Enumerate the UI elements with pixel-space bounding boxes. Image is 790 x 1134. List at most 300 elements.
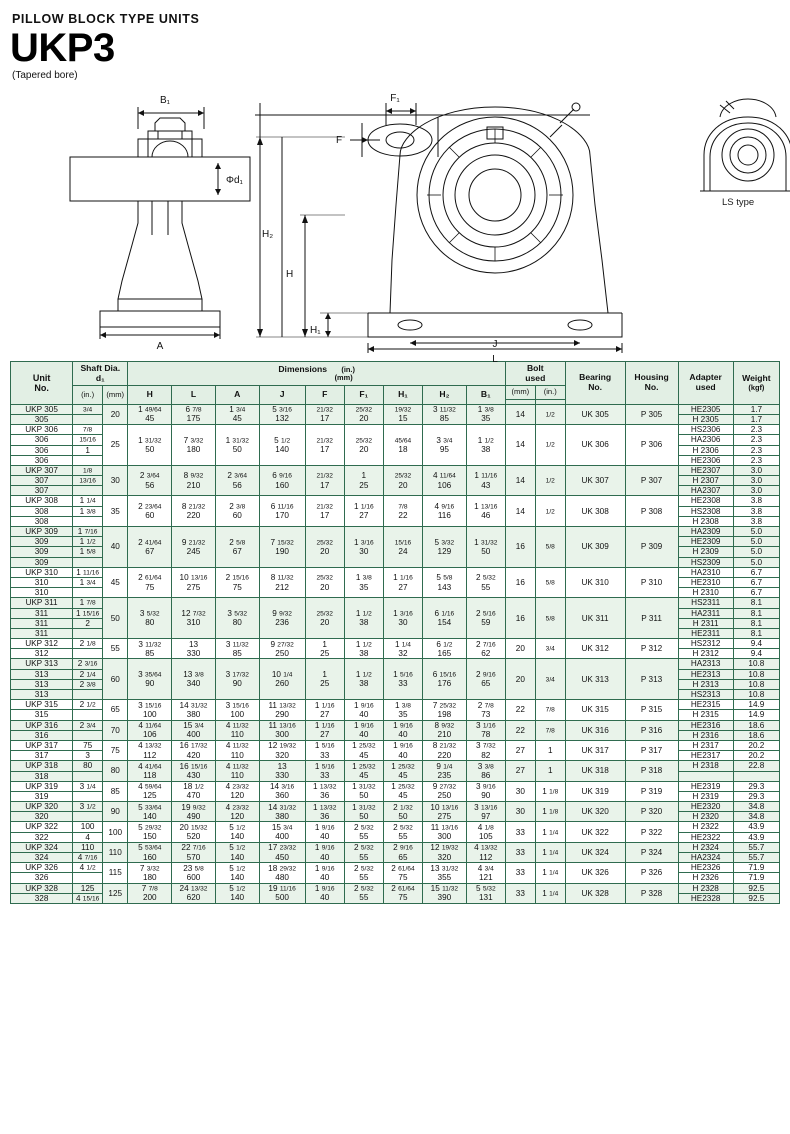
table-row [11,700,780,710]
cell-adapter-used: HA2306 [678,435,733,445]
cell-dim-A: 2 3/8 60 [215,496,259,527]
cell-dim-A: 4 11/32 110 [215,761,259,781]
cell-bolt-mm: 27 [505,761,535,781]
cell-bolt-mm: 20 [505,659,535,700]
table-row [11,465,780,475]
cell-unit-no: UKP 320 [11,802,73,812]
cell-weight: 3.0 [733,465,779,475]
cell-unit-no: 319 [11,791,73,801]
label-B1: B₁ [159,95,171,106]
cell-unit-no: UKP 322 [11,822,73,832]
cell-dim-H1: 15/16 24 [383,527,422,568]
cell-dim-H: 2 3/64 56 [128,465,172,496]
cell-adapter-used: H 2313 [678,679,733,689]
cell-shaft-dia-in: 13/16 [73,476,103,486]
cell-dim-H1: 1 9/16 40 [383,720,422,740]
cell-dim-F: 1 9/16 40 [305,863,344,883]
cell-bolt-in: 1 1/8 [535,802,565,822]
cell-dim-H1: 1 3/16 30 [383,598,422,639]
cell-housing-no: P 319 [625,781,678,801]
cell-weight: 55.7 [733,842,779,852]
cell-adapter-used: HA2307 [678,486,733,496]
cell-adapter-used: HS2311 [678,598,733,608]
cell-housing-no: P 322 [625,822,678,842]
cell-dim-H2: 15 11/32 390 [423,883,467,903]
cell-dim-F: 1 13/32 36 [305,802,344,822]
cell-adapter-used: H 2320 [678,812,733,822]
cell-dim-L: 18 1/2 470 [172,781,216,801]
cell-dim-H: 3 35/64 90 [128,659,172,700]
cell-weight: 3.8 [733,506,779,516]
cell-dim-H1: 7/8 22 [383,496,422,527]
cell-dim-H2: 9 27/32 250 [423,781,467,801]
cell-adapter-used: HS2313 [678,690,733,700]
cell-housing-no: P 316 [625,720,678,740]
cell-dim-A: 4 11/32 110 [215,740,259,760]
cell-bolt-mm: 33 [505,842,535,862]
cell-dim-L: 9 21/32 245 [172,527,216,568]
cell-adapter-used: HE2328 [678,893,733,903]
cell-dim-J: 19 11/16 500 [259,883,305,903]
cell-dim-B1: 2 5/16 59 [466,598,505,639]
cell-dim-H1: 1 25/32 45 [383,761,422,781]
cell-weight: 92.5 [733,883,779,893]
table-row [11,781,780,791]
cell-dim-A: 5 1/2 140 [215,842,259,862]
cell-dim-H: 4 11/64 106 [128,720,172,740]
cell-unit-no: 306 [11,455,73,465]
cell-adapter-used: H 2312 [678,649,733,659]
cell-dim-J: 6 11/16 170 [259,496,305,527]
cell-dim-H2: 6 1/16 154 [423,598,467,639]
cell-dim-A: 4 11/32 110 [215,720,259,740]
cell-dim-B1: 1 31/32 50 [466,527,505,568]
cell-shaft-dia-in: 4 15/16 [73,893,103,903]
cell-dim-H: 1 49/64 45 [128,404,172,424]
cell-unit-no: UKP 317 [11,740,73,750]
th-bearing-line1: Bearing [579,372,612,383]
cell-dim-H2: 8 9/32 210 [423,720,467,740]
cell-dim-F: 1 9/16 40 [305,883,344,903]
cell-shaft-dia-in: 2 3/16 [73,659,103,669]
cell-housing-no: P 318 [625,761,678,781]
cell-shaft-dia-in: 4 7/16 [73,853,103,863]
cell-shaft-dia-mm: 100 [103,822,128,842]
label-H1: H₁ [310,325,321,336]
th-dimensions [128,362,505,386]
cell-dim-H2: 7 25/32 198 [423,700,467,720]
cell-dim-F1: 1 3/16 30 [344,527,383,568]
cell-dim-H: 5 29/32 150 [128,822,172,842]
cell-bearing-no: UK 319 [565,781,625,801]
cell-weight: 10.8 [733,679,779,689]
cell-dim-B1: 3 7/32 82 [466,740,505,760]
th-bearing-line2: No. [588,381,603,392]
table-row [11,842,780,852]
cell-unit-no: 311 [11,628,73,638]
cell-adapter-used [678,771,733,781]
cell-dim-F: 1 5/16 33 [305,740,344,760]
cell-dim-H2: 8 21/32 220 [423,740,467,760]
cell-bearing-no: UK 306 [565,425,625,466]
cell-shaft-dia-mm: 45 [103,567,128,598]
cell-dim-A: 3 5/32 80 [215,598,259,639]
th-dim-L: L [172,386,216,405]
cell-shaft-dia-in: 3 1/4 [73,781,103,791]
cell-dim-J: 5 1/2 140 [259,425,305,466]
cell-weight: 3.8 [733,516,779,526]
cell-dim-H2: 6 1/2 165 [423,639,467,659]
cell-housing-no: P 320 [625,802,678,822]
cell-dim-H2: 5 3/32 129 [423,527,467,568]
cell-dim-L: 13 3/8 340 [172,659,216,700]
cell-shaft-dia-in: 4 [73,832,103,842]
table-row [11,496,780,506]
cell-housing-no: P 312 [625,639,678,659]
cell-bearing-no: UK 328 [565,883,625,903]
cell-housing-no: P 313 [625,659,678,700]
cell-dim-F1: 25/32 20 [344,404,383,424]
cell-weight: 2.3 [733,445,779,455]
page-subtitle: PILLOW BLOCK TYPE UNITS [12,12,200,26]
cell-dim-H2: 3 11/32 85 [423,404,467,424]
cell-bearing-no: UK 313 [565,659,625,700]
cell-adapter-used: H 2318 [678,761,733,771]
cell-shaft-dia-in [73,771,103,781]
cell-unit-no: 315 [11,710,73,720]
cell-bolt-mm: 16 [505,598,535,639]
cell-adapter-used: HE2316 [678,720,733,730]
label-L: L [492,354,498,363]
cell-adapter-used: HS2312 [678,639,733,649]
cell-weight: 6.7 [733,577,779,587]
cell-shaft-dia-mm: 55 [103,639,128,659]
technical-drawings [10,85,780,363]
cell-bearing-no: UK 312 [565,639,625,659]
table-row [11,404,780,414]
cell-weight: 5.0 [733,547,779,557]
th-housing-line1: Housing [634,372,669,383]
cell-shaft-dia-in: 4 1/2 [73,863,103,873]
cell-adapter-used: H 2311 [678,618,733,628]
cell-shaft-dia-in: 1 7/8 [73,598,103,608]
cell-shaft-dia-mm: 20 [103,404,128,424]
cell-dim-A: 1 31/32 50 [215,425,259,466]
cell-dim-F1: 1 25/32 45 [344,740,383,760]
cell-adapter-used: HE2322 [678,832,733,842]
cell-weight: 5.0 [733,557,779,567]
cell-dim-F1: 1 9/16 40 [344,720,383,740]
cell-dim-J: 18 29/32 480 [259,863,305,883]
cell-shaft-dia-in: 1 1/2 [73,537,103,547]
th-shaft-mm: (mm) [103,386,128,405]
cell-dim-F1: 1 25/32 45 [344,761,383,781]
table-row [11,740,780,750]
cell-shaft-dia-in: 110 [73,842,103,852]
cell-dim-F: 21/32 17 [305,496,344,527]
cell-dim-F1: 1 1/2 38 [344,659,383,700]
cell-dim-B1: 4 13/32 112 [466,842,505,862]
label-H: H [286,269,294,280]
th-adapter-line1: Adapter [689,372,722,383]
cell-unit-no: UKP 310 [11,567,73,577]
cell-shaft-dia-mm: 50 [103,598,128,639]
cell-shaft-dia-in: 1 3/8 [73,506,103,516]
cell-adapter-used: HE2306 [678,455,733,465]
table-row [11,639,780,649]
cell-dim-J: 7 15/32 190 [259,527,305,568]
cell-dim-A: 1 3/4 45 [215,404,259,424]
cell-weight: 34.8 [733,812,779,822]
cell-adapter-used: HE2313 [678,669,733,679]
cell-shaft-dia-in: 2 1/4 [73,669,103,679]
cell-weight: 20.2 [733,751,779,761]
cell-unit-no: 318 [11,771,73,781]
cell-dim-L: 24 13/32 620 [172,883,216,903]
label-F: F [336,135,343,146]
front-view-drawing [250,85,630,350]
cell-dim-F1: 2 5/32 55 [344,842,383,862]
cell-dim-H2: 10 13/16 275 [423,802,467,822]
cell-dim-J: 5 3/16 132 [259,404,305,424]
cell-bearing-no: UK 322 [565,822,625,842]
cell-shaft-dia-in: 2 [73,618,103,628]
cell-dim-B1: 2 7/8 73 [466,700,505,720]
cell-weight: 5.0 [733,527,779,537]
cell-unit-no: UKP 309 [11,527,73,537]
cell-bearing-no: UK 324 [565,842,625,862]
cell-shaft-dia-in: 1 7/16 [73,527,103,537]
cell-dim-H1: 25/32 20 [383,465,422,496]
cell-weight: 8.1 [733,608,779,618]
cell-bolt-in: 1 [535,761,565,781]
cell-unit-no: UKP 319 [11,781,73,791]
cell-dim-H: 2 41/64 67 [128,527,172,568]
cell-unit-no: UKP 328 [11,883,73,893]
th-weight-line1: Weight [742,372,771,383]
cell-dim-H1: 2 61/64 75 [383,883,422,903]
label-J: J [492,339,498,350]
cell-dim-B1: 1 1/2 38 [466,425,505,466]
cell-dim-A: 5 1/2 140 [215,863,259,883]
cell-shaft-dia-in: 1 [73,445,103,455]
cell-unit-no: 311 [11,618,73,628]
cell-dim-F: 1 1/16 27 [305,700,344,720]
cell-dim-H: 4 13/32 112 [128,740,172,760]
cell-shaft-dia-in: 1/8 [73,465,103,475]
cell-housing-no: P 324 [625,842,678,862]
cell-bolt-mm: 27 [505,740,535,760]
cell-dim-B1: 3 3/8 86 [466,761,505,781]
cell-housing-no: P 326 [625,863,678,883]
cell-adapter-used: HA2309 [678,527,733,537]
cell-unit-no: 308 [11,516,73,526]
th-weight [733,362,779,405]
cell-unit-no: 310 [11,577,73,587]
cell-unit-no: UKP 307 [11,465,73,475]
cell-weight: 1.7 [733,404,779,414]
cell-weight: 10.8 [733,690,779,700]
cell-dim-F1: 25/32 20 [344,425,383,466]
cell-adapter-used: H 2315 [678,710,733,720]
cell-shaft-dia-in: 3/4 [73,404,103,414]
th-unit-no [11,362,73,405]
cell-weight: 2.3 [733,435,779,445]
cell-dim-A: 5 1/2 140 [215,883,259,903]
cell-adapter-used: HS2306 [678,425,733,435]
cell-housing-no: P 317 [625,740,678,760]
cell-shaft-dia-in: 1 15/16 [73,608,103,618]
cell-dim-H: 3 5/32 80 [128,598,172,639]
cell-adapter-used: HA2311 [678,608,733,618]
cell-unit-no: 320 [11,812,73,822]
cell-weight: 9.4 [733,639,779,649]
cell-shaft-dia-in: 3 [73,751,103,761]
cell-dim-H: 1 31/32 50 [128,425,172,466]
cell-bearing-no: UK 315 [565,700,625,720]
cell-bolt-in: 5/8 [535,527,565,568]
cell-dim-H: 2 61/64 75 [128,567,172,598]
th-dim-F: F [305,386,344,405]
side-view-drawing [60,85,260,350]
overall-length-dimension [250,343,630,363]
th-dim-A: A [215,386,259,405]
cell-shaft-dia-in: 1 3/4 [73,577,103,587]
cell-weight: 29.3 [733,791,779,801]
cell-bolt-in: 3/4 [535,659,565,700]
th-housing-line2: No. [644,381,659,392]
table-row [11,863,780,873]
cell-unit-no: 311 [11,608,73,618]
cell-unit-no: 309 [11,547,73,557]
cell-shaft-dia-mm: 125 [103,883,128,903]
th-dim-H2: H₂ [423,386,467,405]
cell-shaft-dia-in [73,557,103,567]
cell-dim-H1: 2 9/16 65 [383,842,422,862]
cell-dim-H: 3 15/16 100 [128,700,172,720]
cell-weight: 71.9 [733,873,779,883]
cell-shaft-dia-in: 7/8 [73,425,103,435]
cell-dim-J: 9 27/32 250 [259,639,305,659]
cell-dim-F1: 1 1/2 38 [344,639,383,659]
cell-dim-J: 17 23/32 450 [259,842,305,862]
th-dimensions-label: Dimensions [278,363,328,374]
table-row [11,822,780,832]
cell-dim-H: 2 23/64 60 [128,496,172,527]
cell-adapter-used: HS2308 [678,506,733,516]
cell-dim-H: 7 7/8 200 [128,883,172,903]
cell-bolt-mm: 20 [505,639,535,659]
label-F1: F₁ [390,93,400,104]
th-dim-units-in: (in.) [341,364,355,374]
cell-dim-B1: 5 5/32 131 [466,883,505,903]
cell-weight: 6.7 [733,567,779,577]
cell-dim-H1: 45/64 18 [383,425,422,466]
cell-bearing-no: UK 326 [565,863,625,883]
cell-shaft-dia-in: 1 11/16 [73,567,103,577]
page-title: UKP3 [10,26,115,70]
cell-bolt-mm: 33 [505,822,535,842]
cell-dim-H2: 9 1/4 235 [423,761,467,781]
cell-weight: 18.6 [733,720,779,730]
cell-dim-B1: 3 9/16 90 [466,781,505,801]
th-dim-B1: B₁ [466,386,505,405]
cell-adapter-used: HA2324 [678,853,733,863]
cell-adapter-used: H 2326 [678,873,733,883]
cell-dim-H2: 11 13/16 300 [423,822,467,842]
cell-dim-A: 3 17/32 90 [215,659,259,700]
cell-bolt-mm: 14 [505,496,535,527]
cell-dim-F: 1 13/32 36 [305,781,344,801]
cell-shaft-dia-in: 80 [73,761,103,771]
cell-weight: 20.2 [733,740,779,750]
cell-bolt-in: 1 1/4 [535,863,565,883]
cell-housing-no: P 311 [625,598,678,639]
cell-dim-J: 12 19/32 320 [259,740,305,760]
cell-dim-F: 1 1/16 27 [305,720,344,740]
th-shaft-dia [73,362,128,386]
cell-dim-H1: 2 1/32 50 [383,802,422,822]
cell-bolt-mm: 22 [505,720,535,740]
ls-type-drawing [700,95,790,195]
cell-dim-B1: 4 3/4 121 [466,863,505,883]
cell-dim-L: 8 21/32 220 [172,496,216,527]
cell-unit-no: UKP 324 [11,842,73,852]
cell-bolt-in: 5/8 [535,567,565,598]
label-A: A [156,341,164,350]
cell-dim-L: 7 3/32 180 [172,425,216,466]
cell-adapter-used: HA2310 [678,567,733,577]
page-note: (Tapered bore) [12,70,78,81]
cell-shaft-dia-in: 15/16 [73,435,103,445]
cell-dim-L: 13 330 [172,639,216,659]
cell-shaft-dia-in: 2 1/8 [73,639,103,649]
cell-unit-no: UKP 312 [11,639,73,649]
cell-dim-B1: 2 9/16 65 [466,659,505,700]
cell-shaft-dia-in [73,812,103,822]
cell-weight: 8.1 [733,598,779,608]
cell-housing-no: P 307 [625,465,678,496]
cell-dim-F: 21/32 17 [305,465,344,496]
cell-adapter-used: H 2317 [678,740,733,750]
cell-dim-J: 8 11/32 212 [259,567,305,598]
th-bolt-in: (in.) [535,386,565,400]
cell-unit-no: 324 [11,853,73,863]
cell-dim-A: 2 5/8 67 [215,527,259,568]
cell-bolt-mm: 33 [505,863,535,883]
table-row [11,883,780,893]
table-row [11,761,780,771]
cell-dim-B1: 2 5/32 55 [466,567,505,598]
cell-bearing-no: UK 309 [565,527,625,568]
cell-dim-H2: 3 3/4 95 [423,425,467,466]
th-weight-line2: (kgf) [748,382,765,392]
cell-shaft-dia-in [73,690,103,700]
cell-dim-L: 8 9/32 210 [172,465,216,496]
cell-shaft-dia-mm: 70 [103,720,128,740]
cell-bearing-no: UK 316 [565,720,625,740]
table-row [11,598,780,608]
th-adapter-used [678,362,733,405]
cell-shaft-dia-in [73,730,103,740]
table-row [11,527,780,537]
cell-weight: 92.5 [733,893,779,903]
cell-dim-J: 9 9/32 236 [259,598,305,639]
cell-dim-H: 5 53/64 160 [128,842,172,862]
cell-weight: 8.1 [733,628,779,638]
cell-dim-H1: 1 3/8 35 [383,700,422,720]
cell-dim-H: 3 11/32 85 [128,639,172,659]
